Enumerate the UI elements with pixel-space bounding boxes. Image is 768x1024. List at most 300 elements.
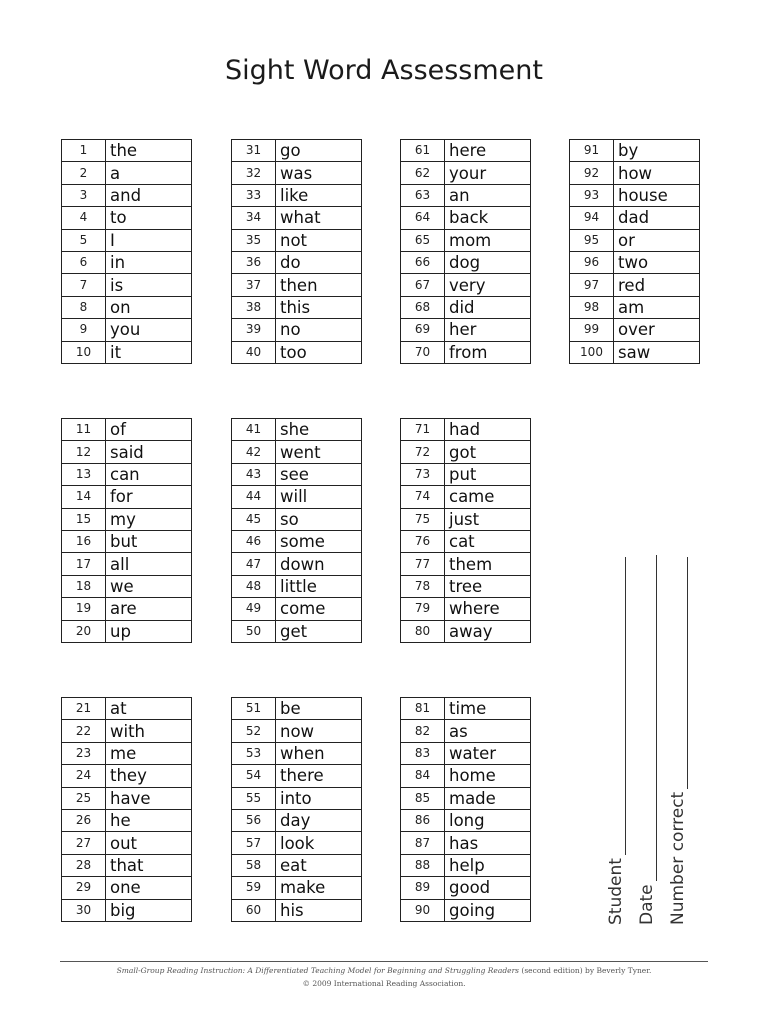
item-number: 86 [401, 809, 445, 831]
item-number: 82 [401, 720, 445, 742]
sight-word: over [614, 319, 700, 341]
item-number: 36 [232, 251, 276, 273]
sight-word: in [106, 251, 192, 273]
table-row [401, 419, 531, 441]
table-row [401, 620, 531, 642]
table-row [570, 274, 700, 296]
table-row [401, 854, 531, 876]
table-row [62, 553, 192, 575]
table-row [401, 274, 531, 296]
word-table [231, 697, 362, 922]
sight-word: with [106, 720, 192, 742]
sight-word: do [276, 251, 362, 273]
number-correct-label: Number correct [668, 791, 688, 925]
item-number: 49 [232, 598, 276, 620]
item-number: 40 [232, 341, 276, 363]
sight-word: for [106, 486, 192, 508]
item-number: 6 [62, 251, 106, 273]
sight-word: down [276, 553, 362, 575]
table-row [62, 530, 192, 552]
item-number: 42 [232, 441, 276, 463]
table-row [232, 463, 362, 485]
student-label: Student [606, 858, 626, 925]
table-row [401, 341, 531, 363]
sight-word: just [445, 508, 531, 530]
item-number: 83 [401, 742, 445, 764]
sight-word: up [106, 620, 192, 642]
item-number: 35 [232, 229, 276, 251]
date-field [637, 555, 657, 925]
item-number: 33 [232, 184, 276, 206]
item-number: 22 [62, 720, 106, 742]
sight-word: of [106, 419, 192, 441]
sight-word: now [276, 720, 362, 742]
word-table [61, 139, 192, 364]
sight-word: big [106, 899, 192, 921]
word-table [231, 139, 362, 364]
sight-word: then [276, 274, 362, 296]
item-number: 14 [62, 486, 106, 508]
sight-word: at [106, 698, 192, 720]
table-row [62, 441, 192, 463]
item-number: 90 [401, 899, 445, 921]
sight-word: an [445, 184, 531, 206]
item-number: 89 [401, 877, 445, 899]
number-correct-field [668, 557, 688, 925]
item-number: 58 [232, 854, 276, 876]
sight-word: some [276, 530, 362, 552]
sight-word: go [276, 140, 362, 162]
item-number: 11 [62, 419, 106, 441]
sight-word: this [276, 296, 362, 318]
item-number: 70 [401, 341, 445, 363]
item-number: 1 [62, 140, 106, 162]
sight-word: too [276, 341, 362, 363]
item-number: 30 [62, 899, 106, 921]
number-correct-line[interactable] [669, 557, 688, 789]
sight-word: help [445, 854, 531, 876]
table-row [232, 742, 362, 764]
footer-copyright: © 2009 International Reading Association. [302, 979, 466, 988]
item-number: 87 [401, 832, 445, 854]
sight-word: as [445, 720, 531, 742]
item-number: 52 [232, 720, 276, 742]
table-row [232, 274, 362, 296]
sight-word: and [106, 184, 192, 206]
word-table [400, 139, 531, 364]
item-number: 47 [232, 553, 276, 575]
item-number: 24 [62, 765, 106, 787]
sight-word: are [106, 598, 192, 620]
table-row [62, 720, 192, 742]
word-table [61, 418, 192, 643]
table-row [62, 486, 192, 508]
item-number: 66 [401, 251, 445, 273]
item-number: 38 [232, 296, 276, 318]
sight-word: long [445, 809, 531, 831]
sight-word: have [106, 787, 192, 809]
sight-word: from [445, 341, 531, 363]
sight-word: saw [614, 341, 700, 363]
table-row [401, 553, 531, 575]
table-row [232, 441, 362, 463]
item-number: 34 [232, 207, 276, 229]
item-number: 17 [62, 553, 106, 575]
item-number: 26 [62, 809, 106, 831]
item-number: 51 [232, 698, 276, 720]
sight-word: eat [276, 854, 362, 876]
sight-word: dad [614, 207, 700, 229]
sight-word: me [106, 742, 192, 764]
sight-word: that [106, 854, 192, 876]
sight-word: he [106, 809, 192, 831]
item-number: 74 [401, 486, 445, 508]
table-row [62, 854, 192, 876]
table-row [570, 162, 700, 184]
table-row [401, 296, 531, 318]
table-row [401, 207, 531, 229]
table-row [62, 463, 192, 485]
sight-word: two [614, 251, 700, 273]
sight-word: a [106, 162, 192, 184]
table-row [62, 742, 192, 764]
item-number: 73 [401, 463, 445, 485]
item-number: 25 [62, 787, 106, 809]
table-row [62, 251, 192, 273]
table-row [401, 765, 531, 787]
item-number: 96 [570, 251, 614, 273]
table-row [62, 207, 192, 229]
sight-word: his [276, 899, 362, 921]
item-number: 46 [232, 530, 276, 552]
sight-word: back [445, 207, 531, 229]
item-number: 72 [401, 441, 445, 463]
item-number: 13 [62, 463, 106, 485]
table-row [232, 486, 362, 508]
table-row [62, 419, 192, 441]
item-number: 28 [62, 854, 106, 876]
item-number: 5 [62, 229, 106, 251]
table-row [62, 598, 192, 620]
table-row [570, 251, 700, 273]
table-row [62, 809, 192, 831]
item-number: 63 [401, 184, 445, 206]
table-row [62, 899, 192, 921]
item-number: 100 [570, 341, 614, 363]
item-number: 2 [62, 162, 106, 184]
table-row [62, 162, 192, 184]
student-field [606, 557, 626, 925]
sight-word: my [106, 508, 192, 530]
sight-word: dog [445, 251, 531, 273]
item-number: 85 [401, 787, 445, 809]
item-number: 3 [62, 184, 106, 206]
sight-word: good [445, 877, 531, 899]
item-number: 60 [232, 899, 276, 921]
table-row [401, 486, 531, 508]
table-row [232, 140, 362, 162]
sight-word: water [445, 742, 531, 764]
sight-word: day [276, 809, 362, 831]
footer-citation [0, 966, 768, 975]
date-label: Date [637, 884, 657, 925]
sight-word: out [106, 832, 192, 854]
item-number: 91 [570, 140, 614, 162]
item-number: 27 [62, 832, 106, 854]
table-row [62, 698, 192, 720]
sight-word: on [106, 296, 192, 318]
sight-word: one [106, 877, 192, 899]
table-row [401, 319, 531, 341]
item-number: 69 [401, 319, 445, 341]
sight-word: like [276, 184, 362, 206]
item-number: 59 [232, 877, 276, 899]
item-number: 54 [232, 765, 276, 787]
table-row [401, 229, 531, 251]
sight-word: where [445, 598, 531, 620]
item-number: 45 [232, 508, 276, 530]
item-number: 12 [62, 441, 106, 463]
item-number: 55 [232, 787, 276, 809]
table-row [401, 742, 531, 764]
sight-word: we [106, 575, 192, 597]
sight-word: her [445, 319, 531, 341]
table-row [62, 274, 192, 296]
sight-word: see [276, 463, 362, 485]
item-number: 50 [232, 620, 276, 642]
table-row [232, 207, 362, 229]
item-number: 62 [401, 162, 445, 184]
item-number: 92 [570, 162, 614, 184]
item-number: 61 [401, 140, 445, 162]
table-row [570, 229, 700, 251]
sight-word: to [106, 207, 192, 229]
table-row [232, 319, 362, 341]
table-row [232, 620, 362, 642]
item-number: 77 [401, 553, 445, 575]
date-line[interactable] [638, 555, 657, 881]
table-row [570, 319, 700, 341]
sight-word: can [106, 463, 192, 485]
item-number: 93 [570, 184, 614, 206]
sight-word: I [106, 229, 192, 251]
sight-word: no [276, 319, 362, 341]
table-row [232, 553, 362, 575]
item-number: 31 [232, 140, 276, 162]
page-title: Sight Word Assessment [224, 55, 543, 86]
table-row [570, 341, 700, 363]
table-row [232, 296, 362, 318]
item-number: 37 [232, 274, 276, 296]
item-number: 43 [232, 463, 276, 485]
table-row [570, 207, 700, 229]
item-number: 81 [401, 698, 445, 720]
sight-word: she [276, 419, 362, 441]
sight-word: make [276, 877, 362, 899]
table-row [401, 598, 531, 620]
sight-word: put [445, 463, 531, 485]
table-row [232, 809, 362, 831]
table-row [401, 720, 531, 742]
sight-word: said [106, 441, 192, 463]
table-row [232, 251, 362, 273]
table-row [232, 598, 362, 620]
item-number: 98 [570, 296, 614, 318]
item-number: 32 [232, 162, 276, 184]
table-row [232, 184, 362, 206]
sight-word: red [614, 274, 700, 296]
table-row [62, 296, 192, 318]
table-row [62, 184, 192, 206]
item-number: 20 [62, 620, 106, 642]
sight-word: little [276, 575, 362, 597]
item-number: 41 [232, 419, 276, 441]
citation-author: (second edition) by Beverly Tyner. [519, 966, 652, 975]
item-number: 75 [401, 508, 445, 530]
sight-word: time [445, 698, 531, 720]
sight-word: house [614, 184, 700, 206]
item-number: 88 [401, 854, 445, 876]
item-number: 80 [401, 620, 445, 642]
item-number: 7 [62, 274, 106, 296]
sight-word: did [445, 296, 531, 318]
item-number: 39 [232, 319, 276, 341]
table-row [62, 341, 192, 363]
sight-word: very [445, 274, 531, 296]
table-row [401, 899, 531, 921]
sight-word: when [276, 742, 362, 764]
sight-word: home [445, 765, 531, 787]
item-number: 76 [401, 530, 445, 552]
footer-divider [60, 961, 708, 962]
sight-word: look [276, 832, 362, 854]
sight-word: going [445, 899, 531, 921]
table-row [232, 575, 362, 597]
table-row [62, 765, 192, 787]
item-number: 44 [232, 486, 276, 508]
word-table [400, 697, 531, 922]
item-number: 94 [570, 207, 614, 229]
sight-word: but [106, 530, 192, 552]
table-row [232, 419, 362, 441]
item-number: 64 [401, 207, 445, 229]
table-row [401, 140, 531, 162]
word-table [569, 139, 700, 364]
item-number: 16 [62, 530, 106, 552]
sight-word: your [445, 162, 531, 184]
sight-word: them [445, 553, 531, 575]
table-row [401, 530, 531, 552]
sight-word: all [106, 553, 192, 575]
sight-word: away [445, 620, 531, 642]
table-row [232, 899, 362, 921]
item-number: 53 [232, 742, 276, 764]
word-table [61, 697, 192, 922]
table-row [401, 508, 531, 530]
item-number: 29 [62, 877, 106, 899]
sight-word: here [445, 140, 531, 162]
sight-word: you [106, 319, 192, 341]
word-table [231, 418, 362, 643]
table-row [62, 787, 192, 809]
sight-word: what [276, 207, 362, 229]
sight-word: how [614, 162, 700, 184]
table-row [401, 809, 531, 831]
sight-word: am [614, 296, 700, 318]
table-row [62, 832, 192, 854]
sight-word: will [276, 486, 362, 508]
sight-word: got [445, 441, 531, 463]
sight-word: so [276, 508, 362, 530]
item-number: 9 [62, 319, 106, 341]
table-row [232, 229, 362, 251]
sight-word: get [276, 620, 362, 642]
table-row [401, 877, 531, 899]
sight-word: made [445, 787, 531, 809]
table-row [401, 575, 531, 597]
sight-word: mom [445, 229, 531, 251]
item-number: 97 [570, 274, 614, 296]
table-row [232, 787, 362, 809]
item-number: 15 [62, 508, 106, 530]
sight-word: came [445, 486, 531, 508]
table-row [62, 575, 192, 597]
item-number: 19 [62, 598, 106, 620]
item-number: 57 [232, 832, 276, 854]
table-row [232, 854, 362, 876]
item-number: 56 [232, 809, 276, 831]
item-number: 21 [62, 698, 106, 720]
sight-word: went [276, 441, 362, 463]
sight-word: they [106, 765, 192, 787]
table-row [232, 765, 362, 787]
table-row [62, 620, 192, 642]
item-number: 67 [401, 274, 445, 296]
item-number: 68 [401, 296, 445, 318]
item-number: 78 [401, 575, 445, 597]
table-row [62, 319, 192, 341]
sight-word: had [445, 419, 531, 441]
citation-book-title: Small-Group Reading Instruction: A Differentiated Teaching Model for Beginning and Struggling Readers [116, 966, 520, 975]
table-row [62, 140, 192, 162]
item-number: 71 [401, 419, 445, 441]
table-row [62, 229, 192, 251]
table-row [232, 720, 362, 742]
item-number: 10 [62, 341, 106, 363]
table-row [232, 508, 362, 530]
sight-word: has [445, 832, 531, 854]
table-row [62, 877, 192, 899]
table-row [401, 832, 531, 854]
table-row [570, 296, 700, 318]
table-row [232, 341, 362, 363]
table-row [232, 162, 362, 184]
table-row [62, 508, 192, 530]
sight-word: come [276, 598, 362, 620]
sight-word: be [276, 698, 362, 720]
item-number: 65 [401, 229, 445, 251]
item-number: 99 [570, 319, 614, 341]
sight-word: tree [445, 575, 531, 597]
sight-word: there [276, 765, 362, 787]
item-number: 8 [62, 296, 106, 318]
sight-word: the [106, 140, 192, 162]
table-row [570, 184, 700, 206]
student-line[interactable] [607, 557, 626, 855]
table-row [232, 877, 362, 899]
table-row [401, 463, 531, 485]
item-number: 18 [62, 575, 106, 597]
